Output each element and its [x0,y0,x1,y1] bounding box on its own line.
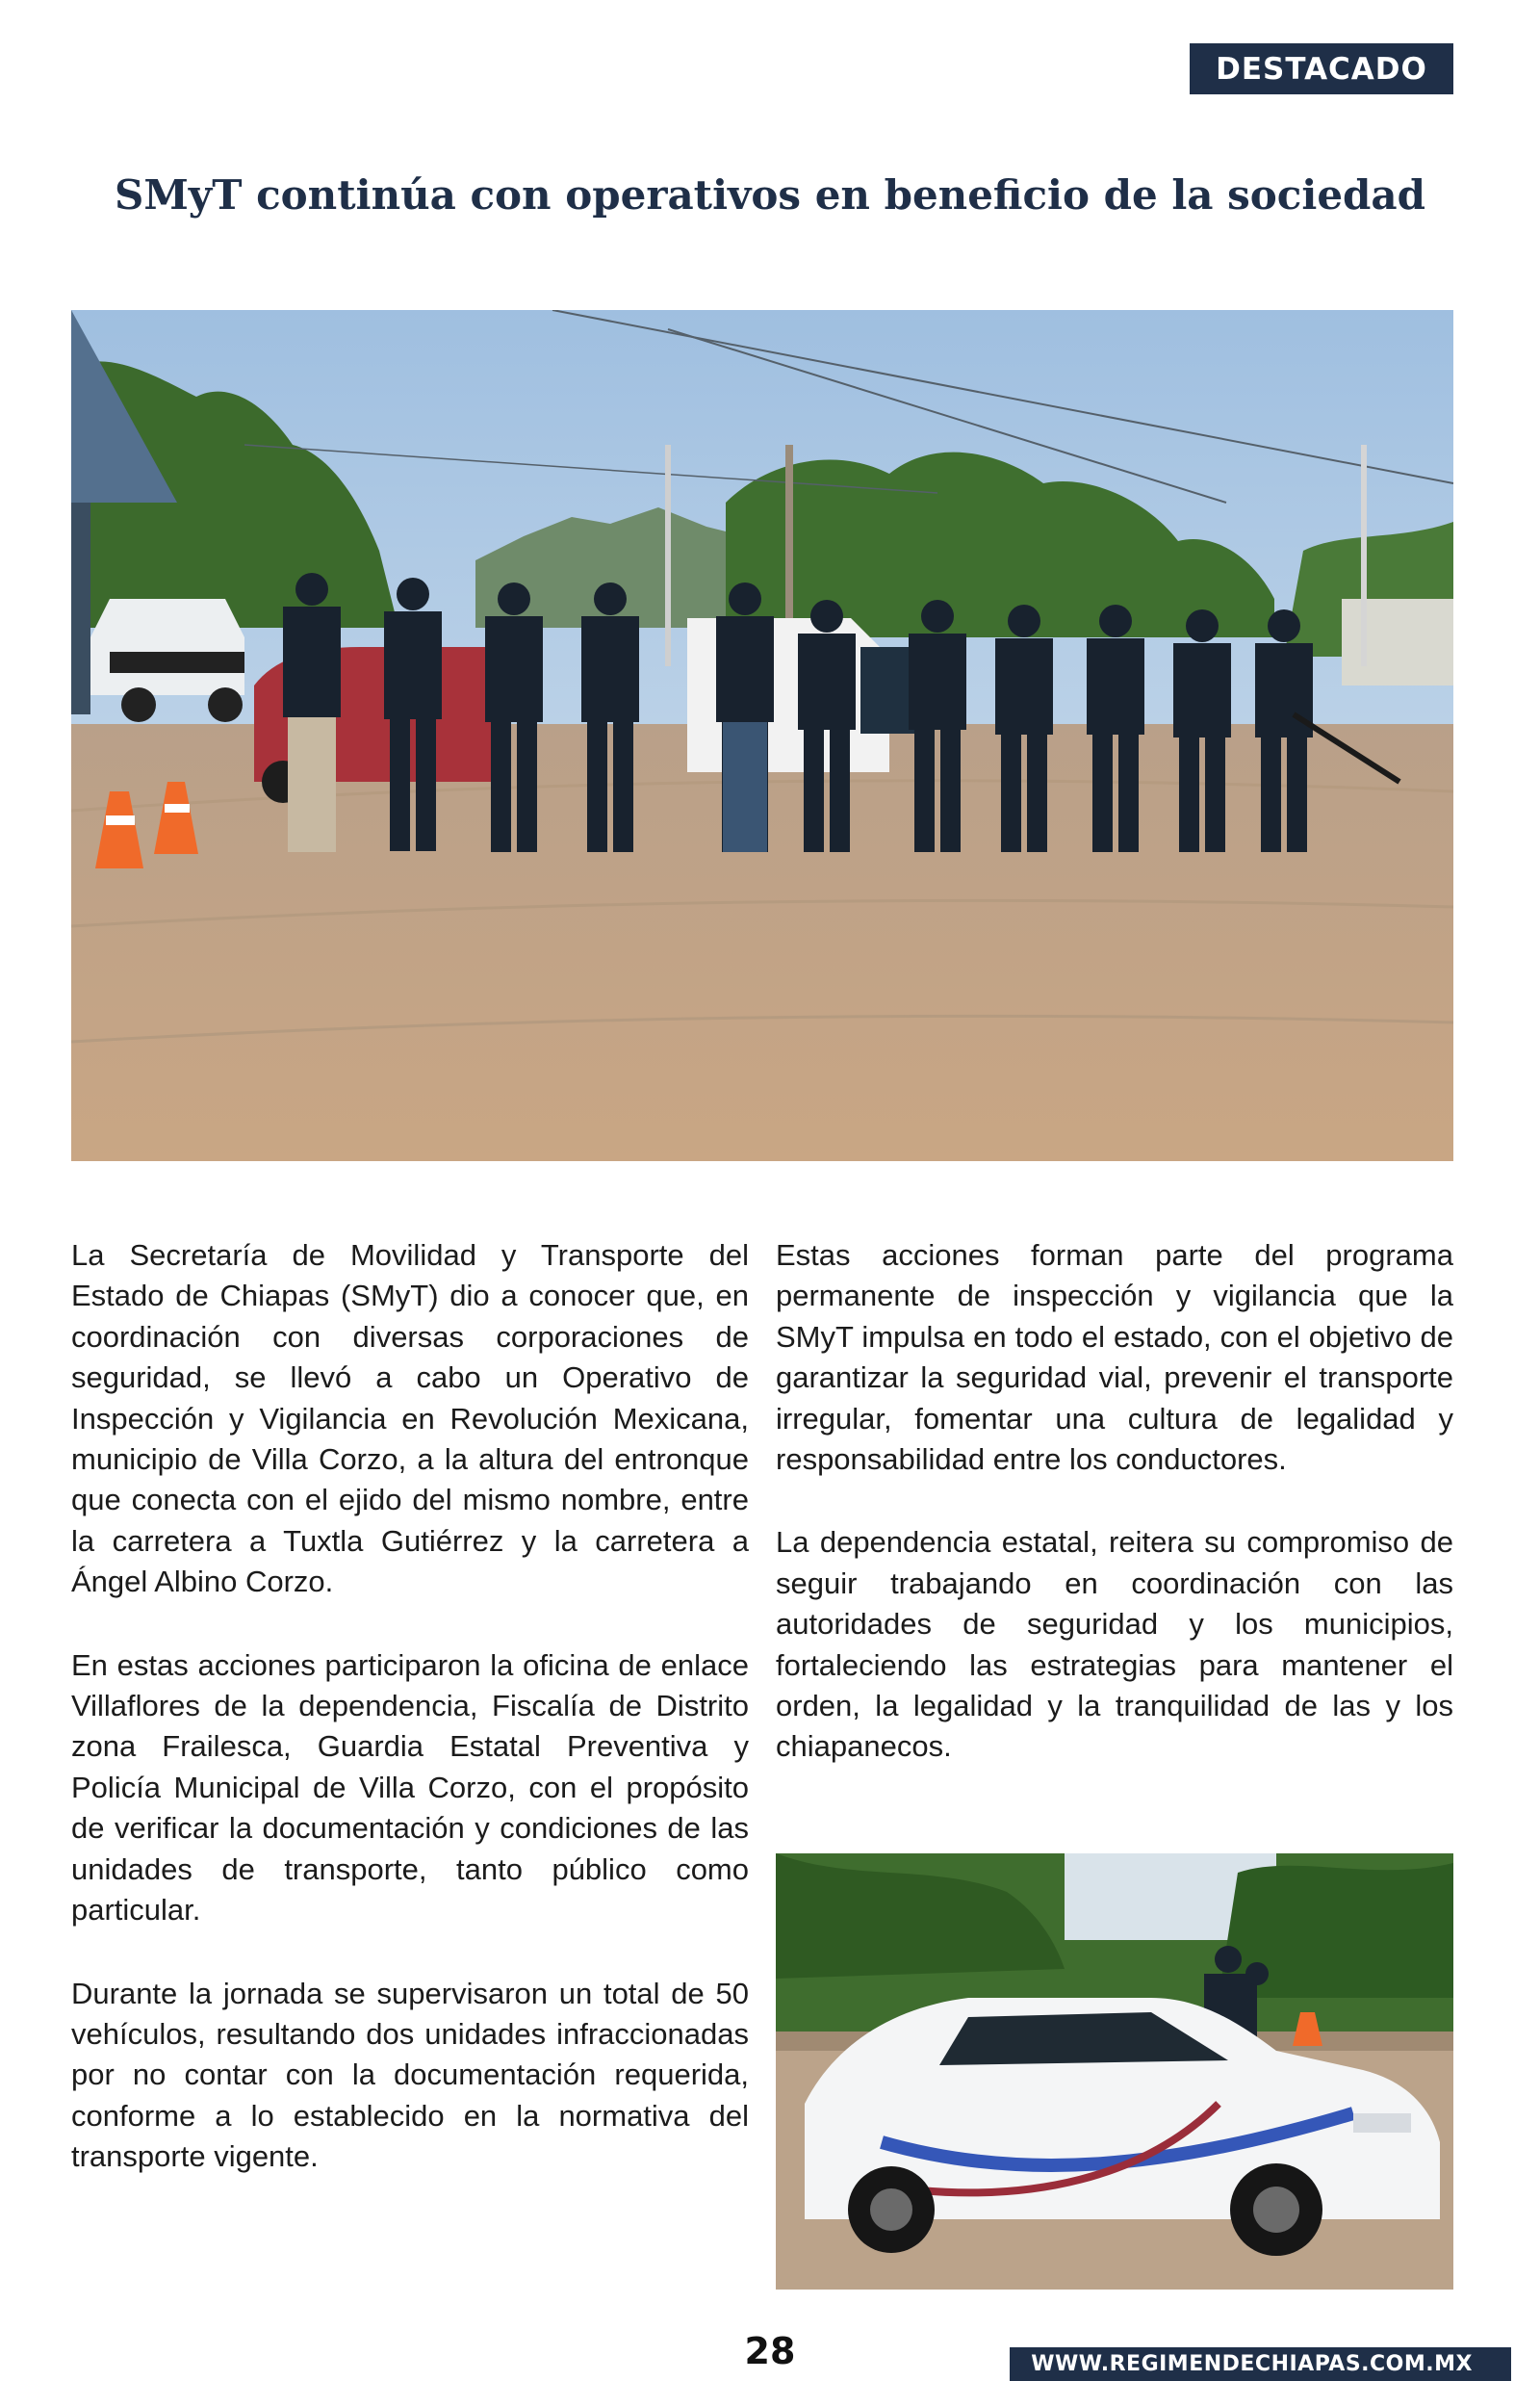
paragraph: La Secretaría de Movilidad y Transporte del Estado de Chiapas (SMyT) dio a conocer que, en coordinación con diversas corporaciones de seguridad, se llevó a cabo un Operativo de Inspección y Vigilancia en Revolución Mexicana, municipio de Villa Corzo, a la altura del entronque que conecta con el ejido del mismo nombre, entre la carretera a Tuxtla Gutiérrez y la carretera a Ángel Albino Corzo. [71,1238,749,1599]
article-column-right [776,1235,1453,1810]
page-number: 28 [744,2330,796,2372]
article-column-left [71,1235,749,2220]
paragraph: Estas acciones forman parte del programa permanente de inspección y vigilancia que la SMyT impulsa en todo el estado, con el objetivo de garantizar la seguridad vial, prevenir el transporte irregular, fomentar una cultura de legalidad y responsabilidad entre los conductores. [776,1238,1453,1477]
photo-operativo-group [71,310,1453,1161]
website-url: WWW.REGIMENDECHIAPAS.COM.MX [1010,2347,1511,2381]
section-tag: DESTACADO [1190,43,1453,94]
article-title: SMyT continúa con operativos en beneficio de la sociedad [114,171,1425,219]
paragraph: La dependencia estatal, reitera su compromiso de seguir trabajando en coordinación con las autoridades de seguridad y los municipios, fortaleciendo las estrategias para mantener el orden, la legalidad y la tranquilidad de las y los chiapanecos. [776,1525,1453,1764]
paragraph: Durante la jornada se supervisaron un total de 50 vehículos, resultando dos unidades infraccionadas por no contar con la documentación requerida, conforme a lo establecido en la normativa del transporte vigente. [71,1976,749,2174]
paragraph: En estas acciones participaron la oficina de enlace Villaflores de la dependencia, Fiscalía de Distrito zona Frailesca, Guardia Estatal Preventiva y Policía Municipal de Villa Corzo, con el propósito de verificar la documentación y condiciones de las unidades de transporte, tanto público como particular. [71,1647,749,1928]
photo-vehicle-inspection [776,1853,1453,2290]
